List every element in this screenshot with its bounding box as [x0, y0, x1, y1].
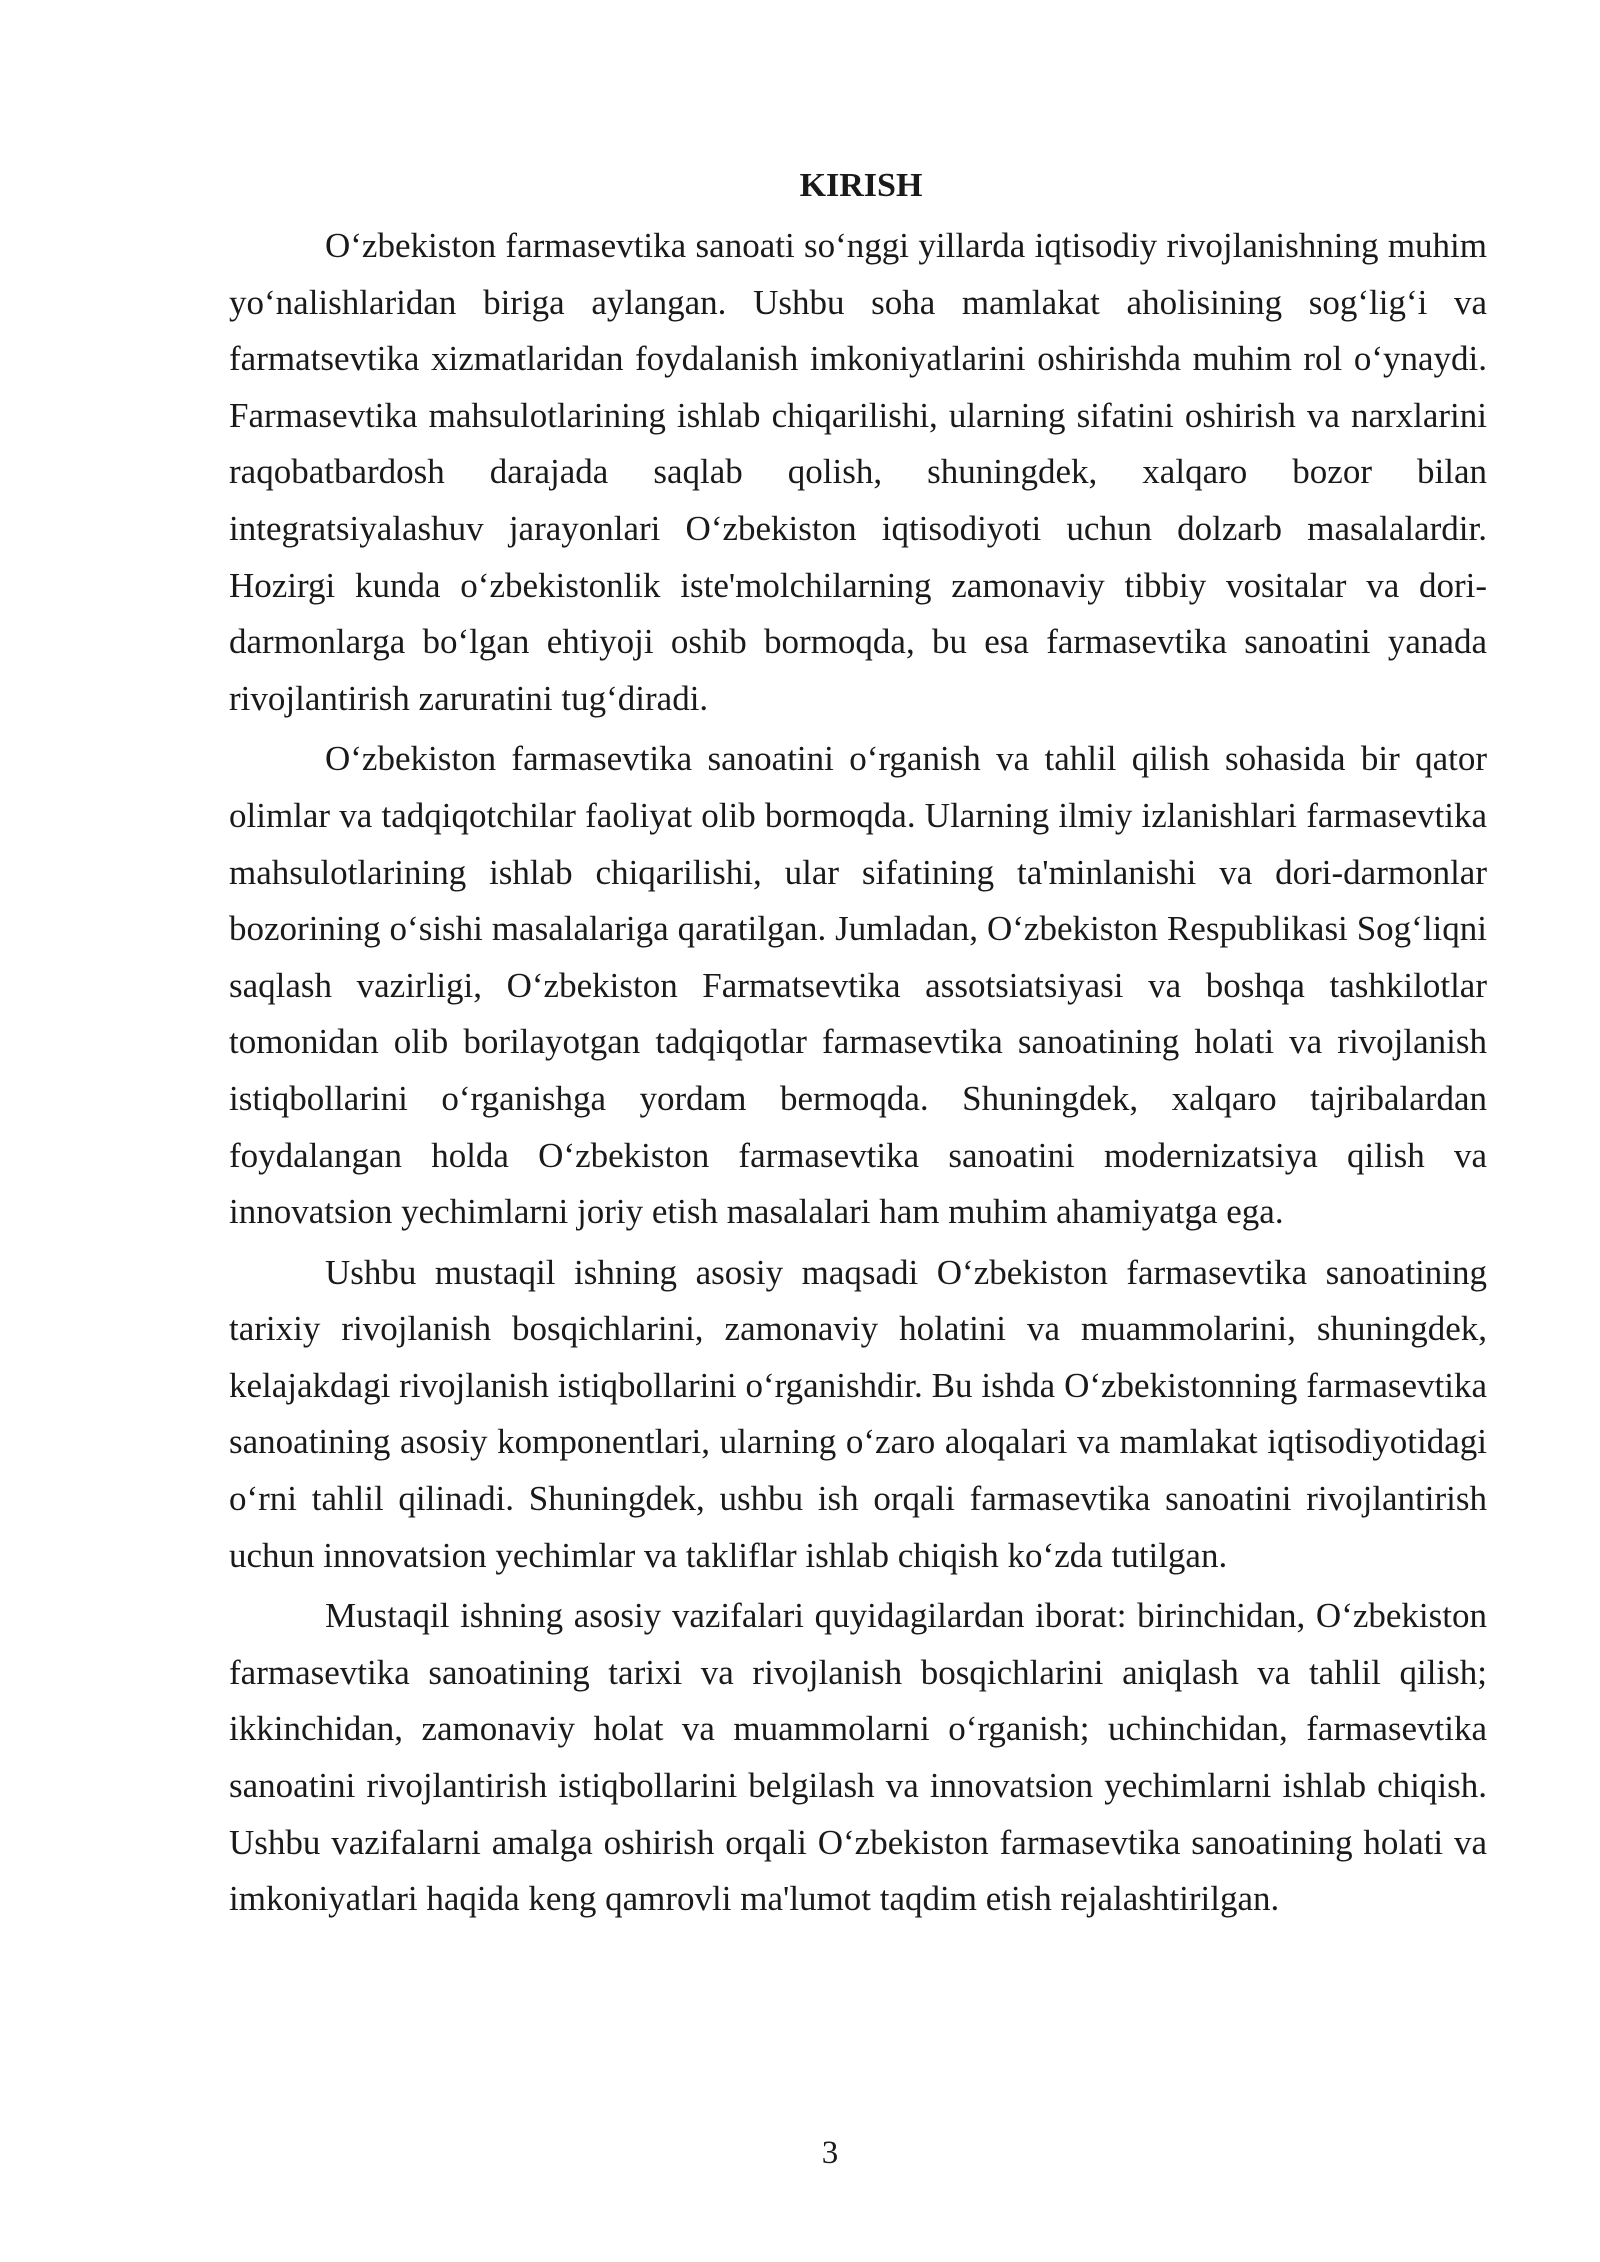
page-content	[229, 158, 1487, 1932]
section-title: KIRISH	[799, 167, 923, 204]
paragraph-tasks: Mustaqil ishning asosiy vazifalari quyidagilardan iborat: birinchidan, O‘zbekiston farmasevtika sanoatining tarixi va rivojlanish bosqichlarini aniqlash va tahlil qilish; ikkinchidan, zamonaviy holat va muammolarni o‘rganish; uchinchidan, farmasevtika sanoatini rivojlantirish istiqbollarini belgilash va innovatsion yechimlarni ishlab chiqish. Ushbu vazifalarni amalga oshirish orqali O‘zbekiston farmasevtika sanoatining holati va imkoniyatlari haqida keng qamrovli ma'lumot taqdim etish rejalashtirilgan.	[229, 1596, 1487, 1919]
paragraph-goal: Ushbu mustaqil ishning asosiy maqsadi O‘zbekiston farmasevtika sanoatining tarixiy rivojlanish bosqichlarini, zamonaviy holatini va muammolarini, shuningdek, kelajakdagi rivojlanish istiqbollarini o‘rganishdir. Bu ishda O‘zbekistonning farmasevtika sanoatining asosiy komponentlari, ularning o‘zaro aloqalari va mamlakat iqtisodiyotidagi o‘rni tahlil qilinadi. Shuningdek, ushbu ish orqali farmasevtika sanoatini rivojlantirish uchun innovatsion yechimlar va takliflar ishlab chiqish ko‘zda tutilgan.	[229, 1252, 1487, 1575]
paragraph-research: O‘zbekiston farmasevtika sanoatini o‘rganish va tahlil qilish sohasida bir qator olimlar va tadqiqotchilar faoliyat olib bormoqda. Ularning ilmiy izlanishlari farmasevtika mahsulotlarining ishlab chiqarilishi, ular sifatining ta'minlanishi va dori-darmonlar bozorining o‘sishi masalalariga qaratilgan. Jumladan, O‘zbekiston Respublikasi Sog‘liqni saqlash vazirligi, O‘zbekiston Farmatsevtika assotsiatsiyasi va boshqa tashkilotlar tomonidan olib borilayotgan tadqiqotlar farmasevtika sanoatining holati va rivojlanish istiqbollarini o‘rganishga yordam bermoqda. Shuningdek, xalqaro tajribalardan foydalangan holda O‘zbekiston farmasevtika sanoatini modernizatsiya qilish va innovatsion yechimlarni joriy etish masalalari ham muhim ahamiyatga ega.	[229, 739, 1487, 1232]
paragraph-intro: O‘zbekiston farmasevtika sanoati so‘nggi yillarda iqtisodiy rivojlanishning muhim yo‘nalishlaridan biriga aylangan. Ushbu soha mamlakat aholisining sog‘lig‘i va farmatsevtika xizmatlaridan foydalanish imkoniyatlarini oshirishda muhim rol o‘ynaydi. Farmasevtika mahsulotlarining ishlab chiqarilishi, ularning sifatini oshirish va narxlarini raqobatbardosh darajada saqlab qolish, shuningdek, xalqaro bozor bilan integratsiyalashuv jarayonlari O‘zbekiston iqtisodiyoti uchun dolzarb masalalardir. Hozirgi kunda o‘zbekistonlik iste'molchilarning zamonaviy tibbiy vositalar va dori-darmonlarga bo‘lgan ehtiyoji oshib bormoqda, bu esa farmasevtika sanoatini yanada rivojlantirish zaruratini tug‘diradi.	[229, 226, 1487, 718]
page-number: 3	[821, 2135, 839, 2171]
